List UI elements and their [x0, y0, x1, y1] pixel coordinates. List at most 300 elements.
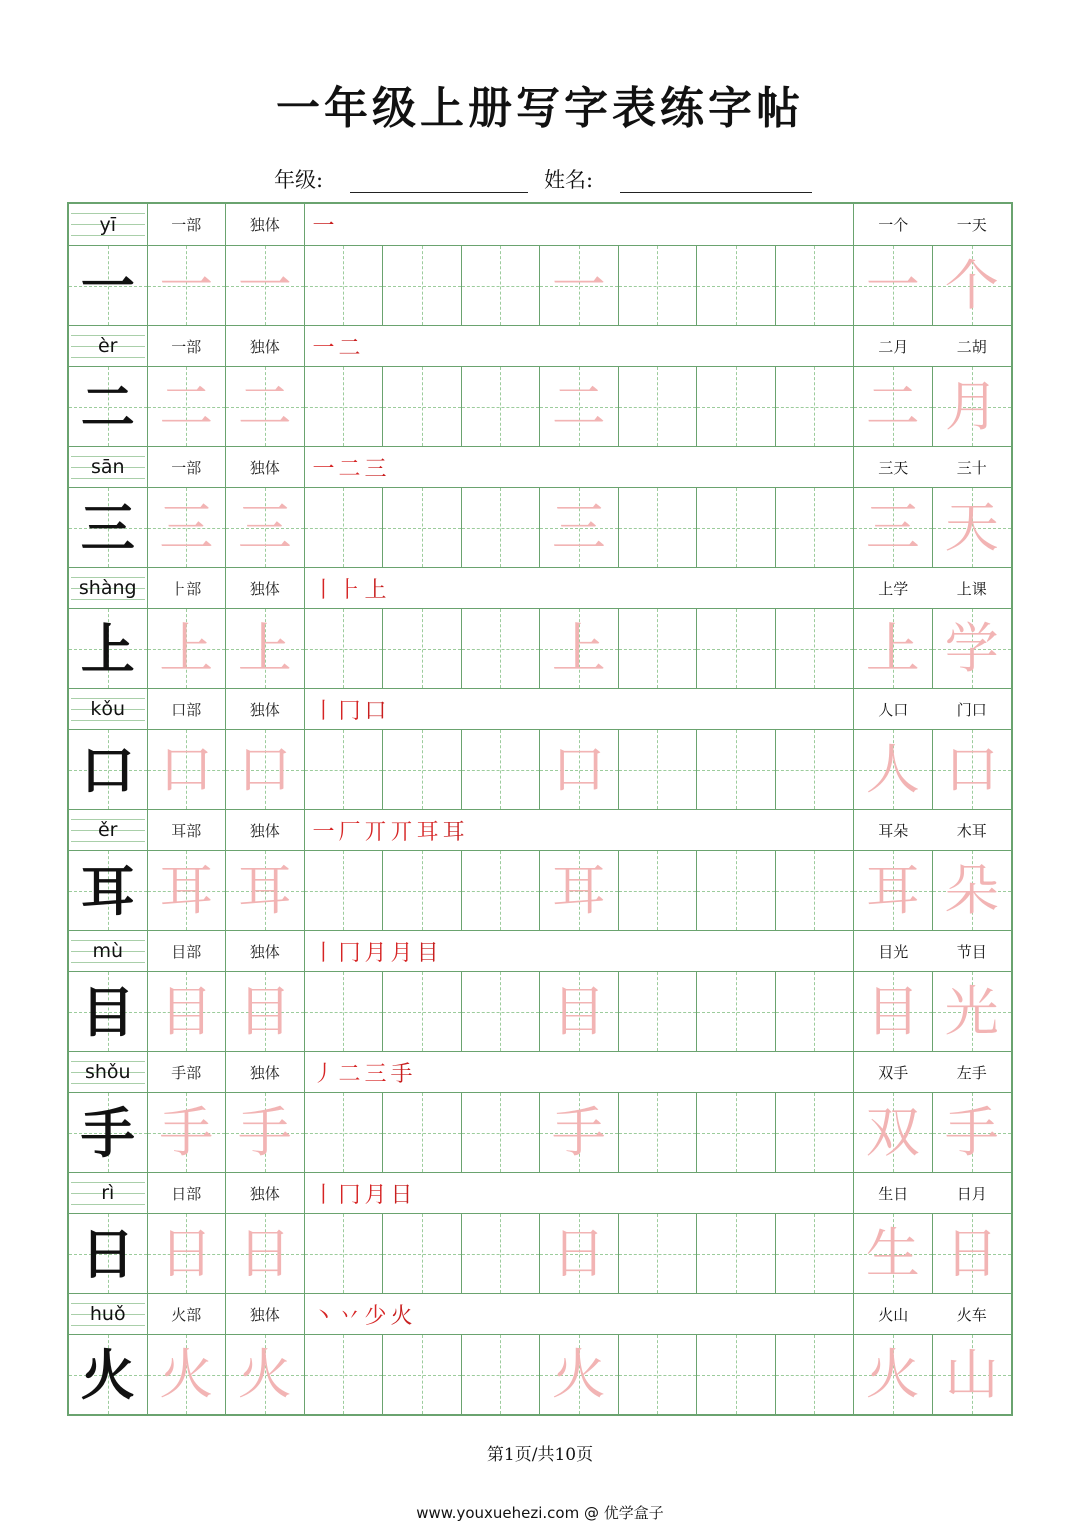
stroke-step: 目	[416, 940, 443, 966]
info-row	[69, 688, 1011, 729]
writing-row	[69, 1213, 1011, 1293]
word-text: 耳朵	[878, 821, 909, 840]
model-character: 二	[80, 374, 135, 439]
writing-cell[interactable]	[854, 488, 933, 567]
writing-cell[interactable]	[462, 851, 541, 930]
word-text: 人口	[878, 700, 909, 719]
stroke-step: 月	[390, 940, 417, 966]
words-cell	[854, 326, 1011, 366]
model-character: 一	[80, 253, 135, 318]
stroke-step: 一	[312, 214, 339, 239]
trace-character: 上	[865, 616, 920, 680]
writing-cell[interactable]	[933, 1335, 1012, 1414]
writing-cell[interactable]	[854, 1214, 933, 1293]
writing-cell[interactable]	[226, 730, 305, 809]
writing-cell[interactable]	[854, 730, 933, 809]
pinyin-cell	[69, 1173, 148, 1213]
stroke-step: 丷	[338, 1303, 365, 1329]
writing-cell[interactable]	[69, 1335, 148, 1414]
stroke-step: 手	[390, 1061, 417, 1087]
stroke-order-cell	[305, 1173, 855, 1213]
writing-cell[interactable]	[305, 1335, 384, 1414]
writing-row	[69, 1092, 1011, 1172]
stroke-order-cell	[305, 204, 855, 245]
pinyin-cell	[69, 326, 148, 366]
structure-cell: 独体	[226, 689, 305, 729]
word-text: 一个	[878, 216, 909, 234]
word-text: 上课	[956, 579, 987, 598]
writing-cell[interactable]	[933, 730, 1012, 809]
trace-character: 口	[944, 737, 999, 801]
writing-cell[interactable]	[854, 246, 933, 325]
writing-cell[interactable]	[540, 972, 619, 1051]
word-text: 节目	[956, 942, 987, 961]
trace-character: 二	[159, 374, 214, 438]
writing-cell[interactable]	[69, 246, 148, 325]
writing-cell[interactable]	[226, 851, 305, 930]
page-number: 第1页/共10页	[486, 1445, 594, 1465]
writing-cell[interactable]	[383, 972, 462, 1051]
writing-cell[interactable]	[148, 972, 227, 1051]
name-field[interactable]	[620, 192, 812, 193]
writing-cell[interactable]	[697, 1214, 776, 1293]
word-text: 上学	[878, 579, 909, 598]
writing-cell[interactable]	[462, 1335, 541, 1414]
writing-cell[interactable]	[697, 851, 776, 930]
writing-cell[interactable]	[462, 367, 541, 446]
radical-cell: 目部	[148, 931, 227, 971]
trace-character: 上	[551, 616, 606, 680]
writing-row	[69, 729, 1011, 809]
trace-character: 月	[944, 374, 999, 438]
trace-character: 日	[237, 1221, 292, 1285]
writing-cell[interactable]	[933, 367, 1012, 446]
writing-cell[interactable]	[854, 1093, 933, 1172]
writing-cell[interactable]	[619, 1214, 698, 1293]
trace-character: 双	[865, 1100, 920, 1164]
model-character: 三	[80, 495, 135, 560]
writing-cell[interactable]	[462, 1093, 541, 1172]
trace-character: 光	[944, 979, 999, 1043]
radical-cell: 火部	[148, 1294, 227, 1334]
writing-cell[interactable]	[854, 1335, 933, 1414]
writing-cell[interactable]	[383, 367, 462, 446]
page-title: 一年级上册写字表练字帖	[276, 83, 804, 134]
writing-row	[69, 850, 1011, 930]
info-row	[69, 567, 1011, 608]
writing-cell[interactable]	[697, 488, 776, 567]
writing-cell[interactable]	[933, 609, 1012, 688]
pinyin-text: mù	[92, 940, 124, 962]
writing-cell[interactable]	[776, 1093, 855, 1172]
writing-cell[interactable]	[854, 972, 933, 1051]
radical-cell: 一部	[148, 204, 227, 245]
stroke-order-cell	[305, 931, 855, 971]
writing-cell[interactable]	[226, 1093, 305, 1172]
words-cell	[854, 810, 1011, 850]
writing-cell[interactable]	[619, 730, 698, 809]
stroke-order-cell	[305, 447, 855, 487]
trace-character: 手	[237, 1100, 292, 1164]
stroke-step: 丨	[312, 577, 339, 603]
trace-character: 火	[237, 1342, 292, 1406]
trace-character: 耳	[551, 858, 606, 922]
writing-cell[interactable]	[619, 851, 698, 930]
writing-cell[interactable]	[776, 730, 855, 809]
trace-character: 火	[551, 1342, 606, 1406]
stroke-step: 二	[338, 335, 365, 361]
stroke-step: 火	[390, 1303, 417, 1329]
stroke-step: 二	[338, 456, 365, 482]
stroke-step: 月	[364, 1182, 391, 1208]
writing-cell[interactable]	[619, 1335, 698, 1414]
writing-cell[interactable]	[69, 972, 148, 1051]
writing-cell[interactable]	[226, 246, 305, 325]
info-row	[69, 1293, 1011, 1334]
writing-cell[interactable]	[540, 1335, 619, 1414]
writing-cell[interactable]	[619, 972, 698, 1051]
writing-cell[interactable]	[226, 1214, 305, 1293]
writing-cell[interactable]	[148, 609, 227, 688]
writing-row	[69, 366, 1011, 446]
writing-cell[interactable]	[383, 246, 462, 325]
stroke-step: 丌	[364, 819, 391, 845]
trace-character: 个	[944, 253, 999, 317]
trace-character: 一	[551, 253, 606, 317]
radical-cell: 一部	[148, 447, 227, 487]
writing-cell[interactable]	[148, 730, 227, 809]
trace-character: 手	[551, 1100, 606, 1164]
stroke-step: 丶	[312, 1303, 339, 1329]
writing-row	[69, 608, 1011, 688]
pinyin-text: shǒu	[84, 1061, 131, 1083]
trace-character: 天	[944, 495, 999, 559]
stroke-order-cell	[305, 568, 855, 608]
trace-character: 三	[551, 495, 606, 559]
trace-character: 三	[865, 495, 920, 559]
writing-cell[interactable]	[226, 972, 305, 1051]
word-text: 日月	[956, 1184, 987, 1203]
writing-cell[interactable]	[383, 1214, 462, 1293]
words-cell	[854, 568, 1011, 608]
writing-cell[interactable]	[776, 488, 855, 567]
writing-cell[interactable]	[69, 609, 148, 688]
pinyin-cell	[69, 810, 148, 850]
stroke-order-cell	[305, 810, 855, 850]
writing-cell[interactable]	[305, 488, 384, 567]
writing-cell[interactable]	[933, 1093, 1012, 1172]
writing-cell[interactable]	[619, 246, 698, 325]
trace-character: 火	[865, 1342, 920, 1406]
words-cell	[854, 931, 1011, 971]
writing-cell[interactable]	[540, 1093, 619, 1172]
structure-cell: 独体	[226, 326, 305, 366]
info-row	[69, 809, 1011, 850]
writing-cell[interactable]	[148, 246, 227, 325]
model-character: 火	[80, 1342, 135, 1407]
word-text: 生日	[878, 1184, 909, 1203]
writing-cell[interactable]	[305, 367, 384, 446]
writing-cell[interactable]	[933, 488, 1012, 567]
pinyin-cell	[69, 1294, 148, 1334]
word-text: 一天	[956, 216, 987, 234]
writing-cell[interactable]	[854, 367, 933, 446]
writing-cell[interactable]	[305, 972, 384, 1051]
writing-cell[interactable]	[383, 609, 462, 688]
writing-cell[interactable]	[305, 246, 384, 325]
model-character: 目	[80, 979, 135, 1044]
trace-character: 耳	[865, 858, 920, 922]
info-row	[69, 446, 1011, 487]
writing-cell[interactable]	[933, 851, 1012, 930]
radical-cell: ⺊部	[148, 568, 227, 608]
trace-character: 手	[159, 1100, 214, 1164]
writing-cell[interactable]	[540, 367, 619, 446]
trace-character: 火	[159, 1342, 214, 1406]
pinyin-text: yī	[99, 213, 117, 236]
trace-character: 目	[865, 979, 920, 1043]
writing-cell[interactable]	[462, 488, 541, 567]
trace-character: 目	[159, 979, 214, 1043]
pinyin-cell	[69, 568, 148, 608]
writing-cell[interactable]	[462, 246, 541, 325]
stroke-step: 口	[364, 698, 391, 724]
writing-cell[interactable]	[226, 1335, 305, 1414]
stroke-step: 冂	[338, 1182, 365, 1208]
writing-cell[interactable]	[148, 367, 227, 446]
words-cell	[854, 204, 1011, 245]
writing-cell[interactable]	[854, 851, 933, 930]
info-row	[69, 204, 1011, 245]
stroke-step: ⺊	[338, 577, 365, 603]
writing-cell[interactable]	[305, 609, 384, 688]
trace-character: 二	[865, 374, 920, 438]
trace-character: 口	[159, 737, 214, 801]
writing-cell[interactable]	[540, 1214, 619, 1293]
structure-cell: 独体	[226, 1294, 305, 1334]
trace-character: 人	[865, 737, 920, 801]
writing-cell[interactable]	[854, 609, 933, 688]
writing-row	[69, 1334, 1011, 1414]
stroke-step: 冂	[338, 698, 365, 724]
word-text: 双手	[878, 1063, 909, 1082]
trace-character: 学	[944, 616, 999, 680]
writing-cell[interactable]	[69, 730, 148, 809]
stroke-step: 上	[364, 577, 391, 603]
pinyin-text: kǒu	[90, 698, 126, 720]
writing-cell[interactable]	[305, 851, 384, 930]
trace-character: 日	[159, 1221, 214, 1285]
stroke-step: 三	[364, 456, 391, 482]
trace-character: 生	[865, 1221, 920, 1285]
model-character: 上	[80, 616, 135, 681]
info-row	[69, 1172, 1011, 1213]
stroke-step: 丨	[312, 698, 339, 724]
radical-cell: 一部	[148, 326, 227, 366]
pinyin-cell	[69, 447, 148, 487]
word-text: 木耳	[956, 821, 987, 840]
writing-cell[interactable]	[697, 972, 776, 1051]
trace-character: 日	[944, 1221, 999, 1285]
trace-character: 上	[237, 616, 292, 680]
structure-cell: 独体	[226, 447, 305, 487]
writing-cell[interactable]	[776, 1335, 855, 1414]
trace-character: 一	[159, 253, 214, 317]
trace-character: 二	[237, 374, 292, 438]
writing-cell[interactable]	[69, 1214, 148, 1293]
writing-cell[interactable]	[305, 1093, 384, 1172]
writing-cell[interactable]	[697, 246, 776, 325]
writing-cell[interactable]	[933, 972, 1012, 1051]
words-cell	[854, 1052, 1011, 1092]
structure-cell: 独体	[226, 1173, 305, 1213]
stroke-step: 丿	[312, 1061, 339, 1087]
stroke-step: 日	[390, 1182, 417, 1208]
trace-character: 目	[237, 979, 292, 1043]
info-row	[69, 1051, 1011, 1092]
stroke-step: 一	[312, 335, 339, 361]
writing-cell[interactable]	[383, 851, 462, 930]
writing-cell[interactable]	[462, 730, 541, 809]
writing-cell[interactable]	[540, 851, 619, 930]
structure-cell: 独体	[226, 1052, 305, 1092]
radical-cell: 手部	[148, 1052, 227, 1092]
pinyin-text: huǒ	[89, 1303, 126, 1325]
writing-cell[interactable]	[697, 609, 776, 688]
stroke-step: 冂	[338, 940, 365, 966]
grade-label: 年级:	[274, 168, 324, 192]
writing-cell[interactable]	[462, 1214, 541, 1293]
writing-cell[interactable]	[148, 1335, 227, 1414]
pinyin-text: shàng	[78, 577, 137, 599]
stroke-step: 耳	[442, 819, 469, 845]
structure-cell: 独体	[226, 931, 305, 971]
writing-cell[interactable]	[697, 367, 776, 446]
words-cell	[854, 1294, 1011, 1334]
writing-cell[interactable]	[383, 1093, 462, 1172]
model-character: 耳	[80, 858, 135, 923]
trace-character: 耳	[237, 858, 292, 922]
writing-row	[69, 487, 1011, 567]
name-label: 姓名:	[544, 168, 594, 192]
pinyin-cell	[69, 689, 148, 729]
trace-character: 三	[159, 495, 214, 559]
student-info	[0, 164, 1080, 198]
stroke-step: 一	[312, 819, 339, 845]
structure-cell: 独体	[226, 568, 305, 608]
writing-cell[interactable]	[148, 851, 227, 930]
writing-cell[interactable]	[69, 488, 148, 567]
stroke-order-cell	[305, 1052, 855, 1092]
words-cell	[854, 447, 1011, 487]
writing-cell[interactable]	[776, 367, 855, 446]
writing-cell[interactable]	[697, 1093, 776, 1172]
trace-character: 二	[551, 374, 606, 438]
stroke-step: 三	[364, 1061, 391, 1087]
stroke-step: 耳	[416, 819, 443, 845]
word-text: 二月	[878, 337, 909, 356]
words-cell	[854, 1173, 1011, 1213]
writing-cell[interactable]	[540, 730, 619, 809]
stroke-order-cell	[305, 689, 855, 729]
stroke-step: 丨	[312, 1182, 339, 1208]
word-text: 火车	[956, 1305, 987, 1324]
site-watermark: www.youxuehezi.com @ 优学盒子	[416, 1504, 664, 1522]
writing-cell[interactable]	[148, 1214, 227, 1293]
writing-cell[interactable]	[226, 367, 305, 446]
writing-cell[interactable]	[383, 1335, 462, 1414]
writing-cell[interactable]	[69, 851, 148, 930]
writing-cell[interactable]	[305, 730, 384, 809]
writing-cell[interactable]	[697, 1335, 776, 1414]
writing-cell[interactable]	[776, 246, 855, 325]
trace-character: 朵	[944, 858, 999, 922]
writing-cell[interactable]	[148, 1093, 227, 1172]
writing-cell[interactable]	[697, 730, 776, 809]
pinyin-cell	[69, 204, 148, 245]
radical-cell: 耳部	[148, 810, 227, 850]
writing-cell[interactable]	[776, 972, 855, 1051]
stroke-step: 二	[338, 1061, 365, 1087]
writing-cell[interactable]	[933, 246, 1012, 325]
writing-cell[interactable]	[148, 488, 227, 567]
trace-character: 耳	[159, 858, 214, 922]
trace-character: 一	[865, 253, 920, 317]
writing-cell[interactable]	[619, 609, 698, 688]
word-text: 二胡	[956, 337, 987, 356]
writing-cell[interactable]	[305, 1214, 384, 1293]
writing-cell[interactable]	[619, 488, 698, 567]
stroke-step: 丨	[312, 940, 339, 966]
writing-cell[interactable]	[540, 488, 619, 567]
writing-cell[interactable]	[776, 1214, 855, 1293]
stroke-step: 月	[364, 940, 391, 966]
writing-cell[interactable]	[619, 1093, 698, 1172]
trace-character: 山	[944, 1342, 999, 1406]
writing-cell[interactable]	[226, 609, 305, 688]
writing-cell[interactable]	[383, 488, 462, 567]
writing-cell[interactable]	[776, 851, 855, 930]
word-text: 三十	[956, 458, 987, 477]
writing-cell[interactable]	[462, 972, 541, 1051]
pinyin-text: èr	[97, 335, 118, 357]
writing-cell[interactable]	[226, 488, 305, 567]
writing-cell[interactable]	[540, 609, 619, 688]
word-text: 目光	[878, 942, 909, 961]
trace-character: 上	[159, 616, 214, 680]
words-cell	[854, 689, 1011, 729]
word-text: 左手	[956, 1063, 987, 1082]
pinyin-text: ěr	[97, 819, 118, 841]
trace-character: 一	[237, 253, 292, 317]
writing-cell[interactable]	[69, 367, 148, 446]
grade-field[interactable]	[350, 192, 528, 193]
writing-cell[interactable]	[776, 609, 855, 688]
pinyin-cell	[69, 931, 148, 971]
word-text: 三天	[878, 458, 909, 477]
writing-cell[interactable]	[383, 730, 462, 809]
writing-cell[interactable]	[933, 1214, 1012, 1293]
writing-cell[interactable]	[462, 609, 541, 688]
writing-cell[interactable]	[540, 246, 619, 325]
structure-cell: 独体	[226, 204, 305, 245]
stroke-order-cell	[305, 1294, 855, 1334]
writing-cell[interactable]	[619, 367, 698, 446]
writing-cell[interactable]	[69, 1093, 148, 1172]
practice-grid	[67, 202, 1013, 1416]
writing-row	[69, 971, 1011, 1051]
word-text: 门口	[956, 700, 987, 719]
